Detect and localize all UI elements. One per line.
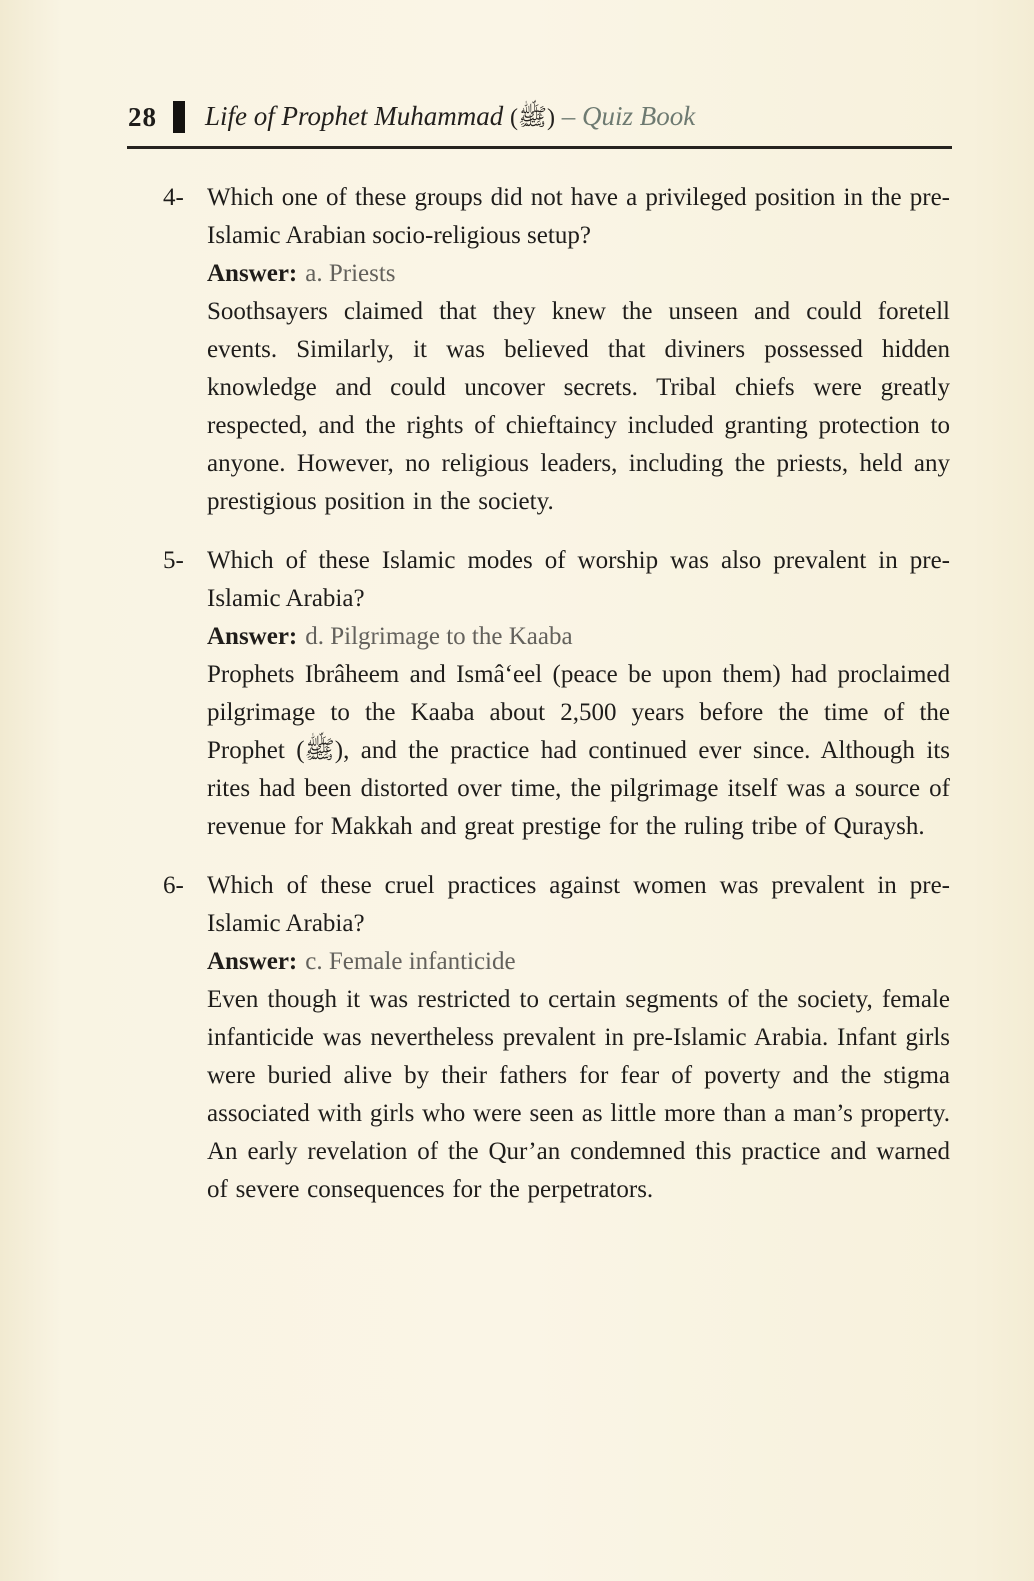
answer-text: d. Pilgrimage to the Kaaba <box>305 623 573 650</box>
answer-line <box>207 618 950 656</box>
explanation-text: Soothsayers claimed that they knew the unseen and could foretell events. Similarly, it was believed that diviners possessed hidden knowledge and could uncover secrets. Tribal chiefs were greatly respected, and the rights of chieftaincy included granting protection to anyone. However, no religious leaders, including the priests, held any prestigious position in the society. <box>207 298 950 515</box>
question-number: 5- <box>163 547 184 574</box>
question-text: Which of these Islamic modes of worship was also prevalent in pre-Islamic Arabia? <box>207 547 950 612</box>
answer-label: Answer: <box>207 260 298 287</box>
header-rule <box>127 146 952 149</box>
book-title: Life of Prophet Muhammad <box>205 101 510 131</box>
explanation-text: Even though it was restricted to certain segments of the society, female infanticide was nevertheless prevalent in pre-Islamic Arabia. Infant girls were buried alive by their fathers for fear of poverty and the stigma associated with girls who were seen as little more than a man’s property. An early revelation of the Qur’an condemned this practice and warned of severe consequences for the perpetrators. <box>207 986 950 1203</box>
answer-text: a. Priests <box>305 260 396 287</box>
page-content <box>163 179 950 1209</box>
prophet-honorific-symbol: (ﷺ) <box>509 105 555 131</box>
running-title <box>205 98 695 136</box>
question-number: 6- <box>163 872 184 899</box>
answer-text: c. Female infanticide <box>305 948 516 975</box>
question-text: Which of these cruel practices against women was prevalent in pre-Islamic Arabia? <box>207 872 950 937</box>
question-number: 4- <box>163 184 184 211</box>
answer-line <box>207 943 950 981</box>
question-item-4 <box>163 179 950 521</box>
question-item-6 <box>163 867 950 1209</box>
question-text: Which one of these groups did not have a privileged position in the pre-Islamic Arabian socio-religious setup? <box>207 184 950 249</box>
answer-label: Answer: <box>207 623 298 650</box>
page-number: 28 <box>128 102 157 132</box>
page-header <box>128 98 950 136</box>
question-body <box>207 179 950 521</box>
explanation-text: Prophets Ibrâheem and Ismâ‘eel (peace be upon them) had proclaimed pilgrimage to the Kaaba about 2,500 years before the time of the Prophet (ﷺ), and the practice had continued ever since. Although its rites had been distorted over time, the pilgrimage itself was a source of revenue for Makkah and great prestige for the ruling tribe of Quraysh. <box>207 661 950 840</box>
question-body <box>207 542 950 846</box>
answer-label: Answer: <box>207 948 298 975</box>
answer-line <box>207 255 950 293</box>
book-subtitle: – Quiz Book <box>554 101 696 131</box>
decorative-bar-icon <box>173 101 185 133</box>
question-body <box>207 867 950 1209</box>
question-item-5 <box>163 542 950 846</box>
